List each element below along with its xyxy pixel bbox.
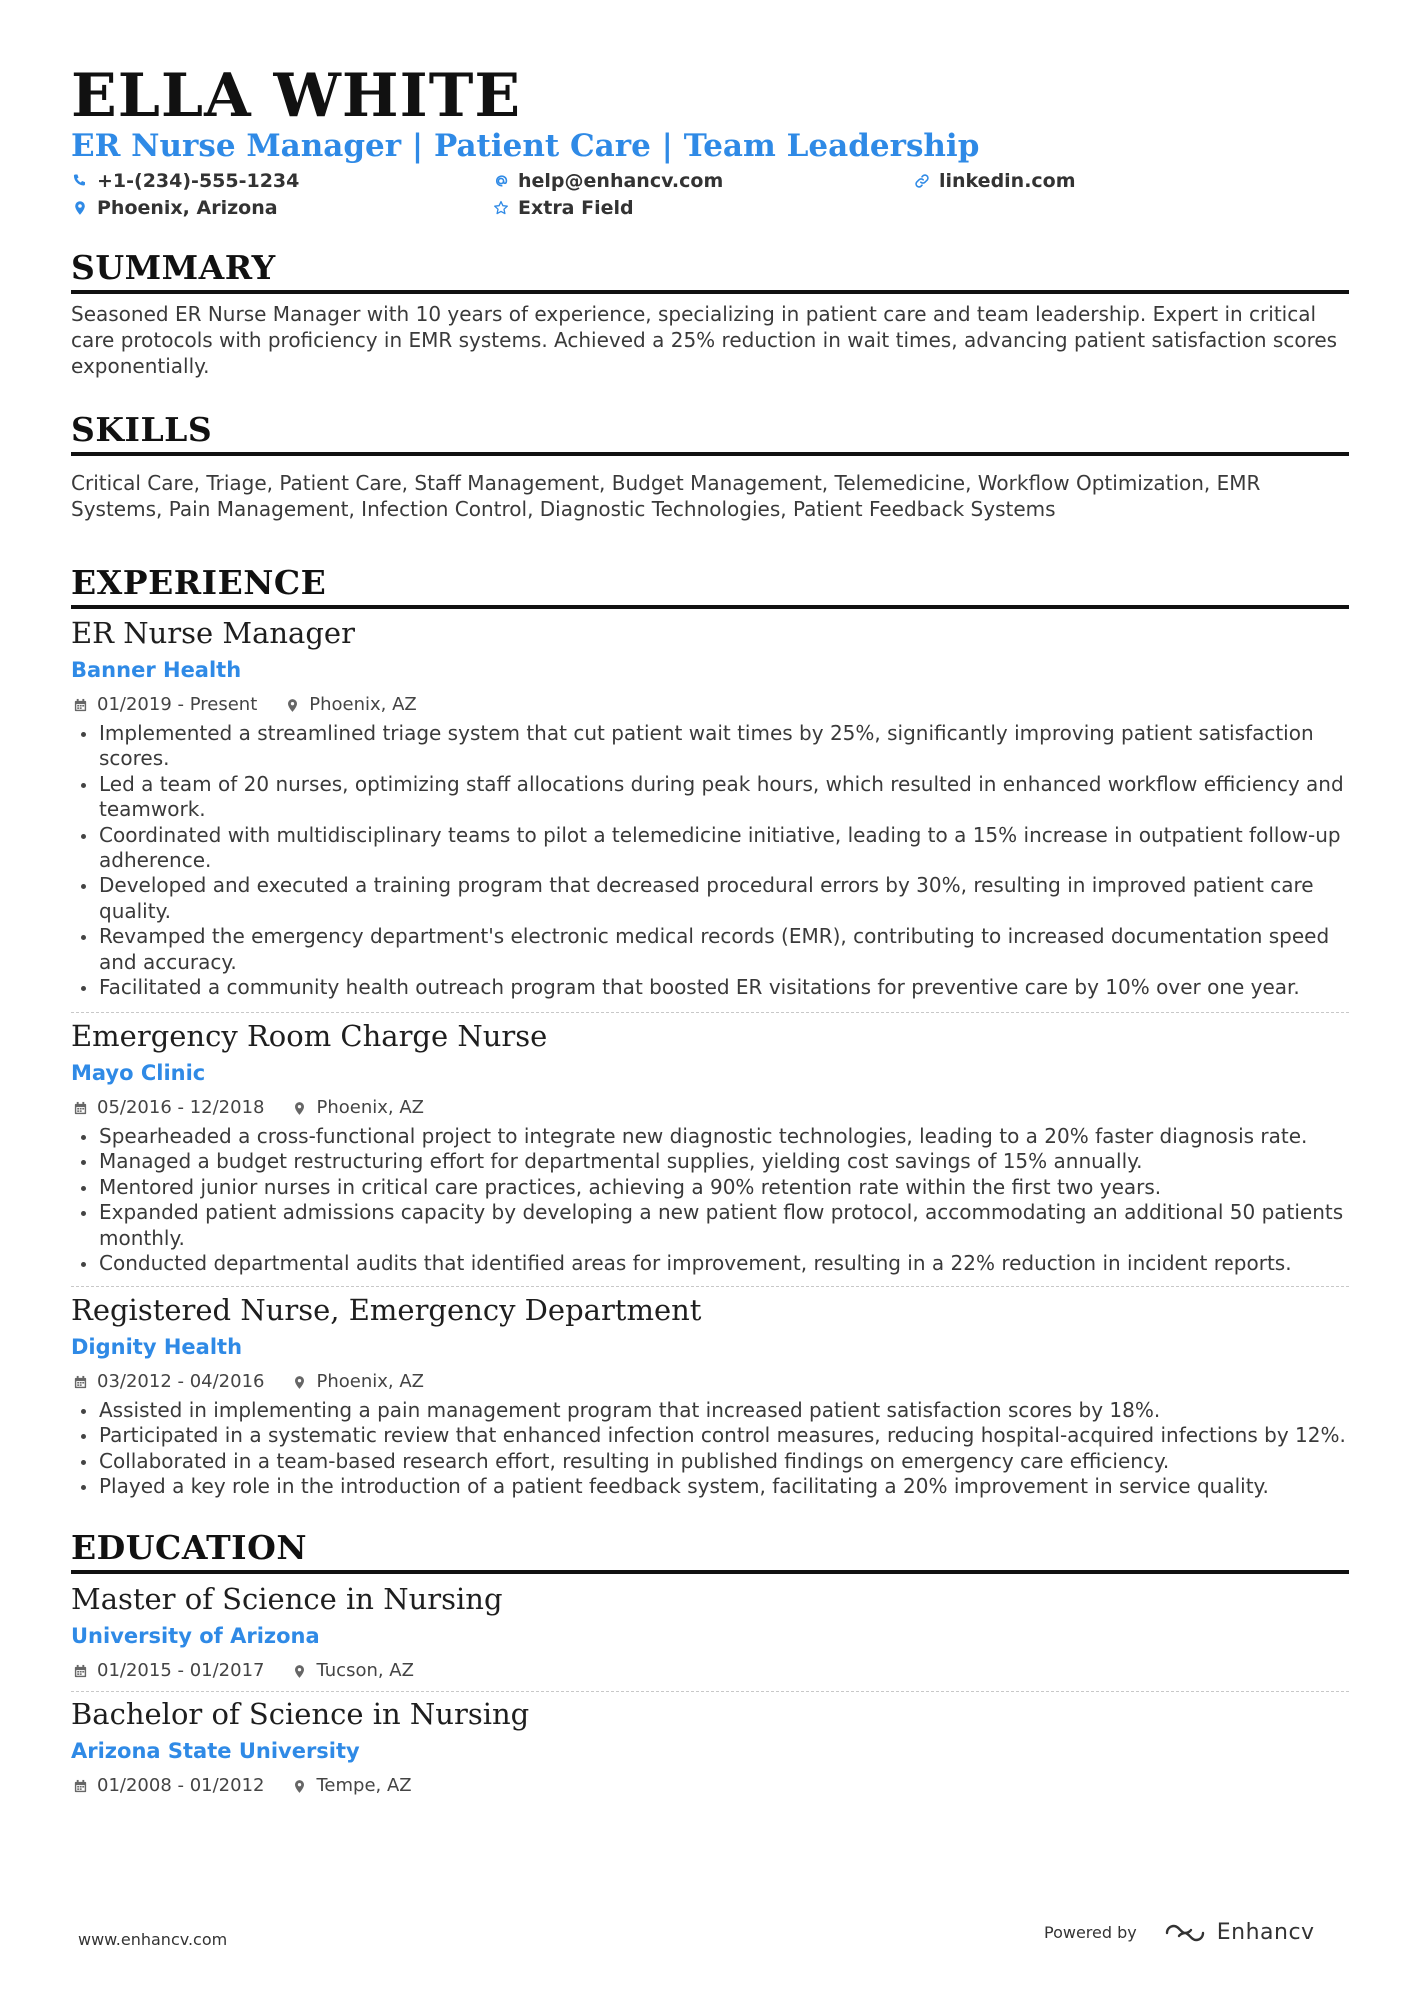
education-dates: 01/2015 - 01/2017	[97, 1660, 265, 1681]
enhancv-logo	[1163, 1920, 1315, 1945]
bullet-item: Mentored junior nurses in critical care practices, achieving a 90% retention rate within the first two years.	[71, 1175, 1349, 1200]
job-role: ER Nurse Manager	[71, 616, 355, 650]
education-location: Tucson, AZ	[316, 1660, 414, 1681]
footer-branding[interactable]	[1044, 1920, 1315, 1945]
job-company[interactable]: Mayo Clinic	[71, 1061, 206, 1085]
experience-title: EXPERIENCE	[71, 563, 1349, 609]
enhancv-logo-icon	[1163, 1921, 1207, 1945]
location-text: Phoenix, Arizona	[97, 197, 278, 219]
job-bullets	[71, 1124, 1349, 1276]
job-location: Phoenix, AZ	[316, 1097, 424, 1118]
phone-icon	[71, 172, 89, 190]
education-title: EDUCATION	[71, 1528, 1349, 1574]
contact-location	[71, 195, 278, 221]
footer-website[interactable]: www.enhancv.com	[78, 1930, 228, 1949]
powered-by-label: Powered by	[1044, 1923, 1137, 1942]
school-name[interactable]: University of Arizona	[71, 1624, 320, 1648]
education-location: Tempe, AZ	[316, 1775, 412, 1796]
map-pin-icon	[291, 1777, 309, 1795]
bullet-item: Spearheaded a cross-functional project to integrate new diagnostic technologies, leading to a 20% faster diagnosis rate.	[71, 1124, 1349, 1149]
job-meta	[71, 1370, 424, 1394]
bullet-item: Collaborated in a team-based research effort, resulting in published findings on emergency care efficiency.	[71, 1449, 1349, 1474]
job-location: Phoenix, AZ	[309, 694, 417, 715]
bullet-item: Coordinated with multidisciplinary teams to pilot a telemedicine initiative, leading to a 15% increase in outpatient follow-up adherence.	[71, 823, 1349, 874]
bullet-item: Conducted departmental audits that identified areas for improvement, resulting in a 22% reduction in incident reports.	[71, 1251, 1349, 1276]
job-role: Emergency Room Charge Nurse	[71, 1019, 548, 1053]
calendar-icon	[71, 1662, 89, 1680]
bullet-item: Led a team of 20 nurses, optimizing staff allocations during peak hours, which resulted in enhanced workflow efficiency and teamwork.	[71, 772, 1349, 823]
education-divider	[71, 1691, 1349, 1692]
summary-text: Seasoned ER Nurse Manager with 10 years of experience, specializing in patient care and team leadership. Expert in critical care protocols with proficiency in EMR systems. Achieved a 25% reduction in wait times, advancing patient satisfaction scores exponentially.	[71, 302, 1338, 378]
brand-name: Enhancv	[1216, 1920, 1315, 1945]
job-company[interactable]: Banner Health	[71, 658, 242, 682]
calendar-icon	[71, 1373, 89, 1391]
job-dates: 03/2012 - 04/2016	[97, 1371, 265, 1392]
calendar-icon	[71, 1099, 89, 1117]
degree-title: Master of Science in Nursing	[71, 1582, 503, 1616]
education-meta	[71, 1774, 412, 1798]
skills-title: SKILLS	[71, 410, 1349, 456]
contact-linkedin[interactable]	[913, 168, 1076, 194]
job-bullets	[71, 1398, 1349, 1500]
bullet-item: Revamped the emergency department's electronic medical records (EMR), contributing to increased documentation speed and accuracy.	[71, 924, 1349, 975]
star-icon	[492, 199, 510, 217]
job-company[interactable]: Dignity Health	[71, 1335, 243, 1359]
link-icon	[913, 172, 931, 190]
job-location: Phoenix, AZ	[316, 1371, 424, 1392]
degree-title: Bachelor of Science in Nursing	[71, 1697, 530, 1731]
contact-extra	[492, 195, 634, 221]
calendar-icon	[71, 1777, 89, 1795]
job-divider	[71, 1286, 1349, 1287]
email-text: help@enhancv.com	[518, 170, 724, 192]
bullet-item: Managed a budget restructuring effort for departmental supplies, yielding cost savings of 15% annually.	[71, 1149, 1349, 1174]
bullet-item: Facilitated a community health outreach program that boosted ER visitations for preventive care by 10% over one year.	[71, 975, 1349, 1000]
job-bullets	[71, 721, 1349, 1000]
bullet-item: Expanded patient admissions capacity by developing a new patient flow protocol, accommodating an additional 50 patients monthly.	[71, 1200, 1349, 1251]
bullet-item: Developed and executed a training program that decreased procedural errors by 30%, resulting in improved patient care quality.	[71, 873, 1349, 924]
education-dates: 01/2008 - 01/2012	[97, 1775, 265, 1796]
school-name[interactable]: Arizona State University	[71, 1739, 360, 1763]
map-pin-icon	[71, 199, 89, 217]
candidate-headline: ER Nurse Manager | Patient Care | Team Leadership	[71, 128, 980, 164]
job-dates: 05/2016 - 12/2018	[97, 1097, 265, 1118]
map-pin-icon	[291, 1662, 309, 1680]
phone-text: +1-(234)-555-1234	[97, 170, 300, 192]
at-icon	[492, 172, 510, 190]
map-pin-icon	[291, 1099, 309, 1117]
extra-text: Extra Field	[518, 197, 634, 219]
job-dates: 01/2019 - Present	[97, 694, 258, 715]
bullet-item: Assisted in implementing a pain management program that increased patient satisfaction scores by 18%.	[71, 1398, 1349, 1423]
job-divider	[71, 1012, 1349, 1013]
linkedin-text: linkedin.com	[939, 170, 1076, 192]
job-meta	[71, 693, 417, 717]
bullet-item: Implemented a streamlined triage system that cut patient wait times by 25%, significantly improving patient satisfaction scores.	[71, 721, 1349, 772]
map-pin-icon	[283, 696, 301, 714]
map-pin-icon	[291, 1373, 309, 1391]
summary-title: SUMMARY	[71, 248, 1349, 294]
bullet-item: Participated in a systematic review that enhanced infection control measures, reducing hospital-acquired infections by 12%.	[71, 1423, 1349, 1448]
contact-phone[interactable]	[71, 168, 299, 194]
skills-text: Critical Care, Triage, Patient Care, Staff Management, Budget Management, Telemedicine, Workflow Optimization, EMR Systems, Pain Management, Infection Control, Diagnostic Technologies, Patient Feedback Systems	[71, 471, 1261, 521]
job-meta	[71, 1096, 424, 1120]
calendar-icon	[71, 696, 89, 714]
bullet-item: Played a key role in the introduction of a patient feedback system, facilitating a 20% improvement in service quality.	[71, 1474, 1349, 1499]
job-role: Registered Nurse, Emergency Department	[71, 1293, 702, 1327]
education-meta	[71, 1659, 414, 1683]
candidate-name: ELLA WHITE	[71, 61, 522, 131]
contact-email[interactable]	[492, 168, 723, 194]
